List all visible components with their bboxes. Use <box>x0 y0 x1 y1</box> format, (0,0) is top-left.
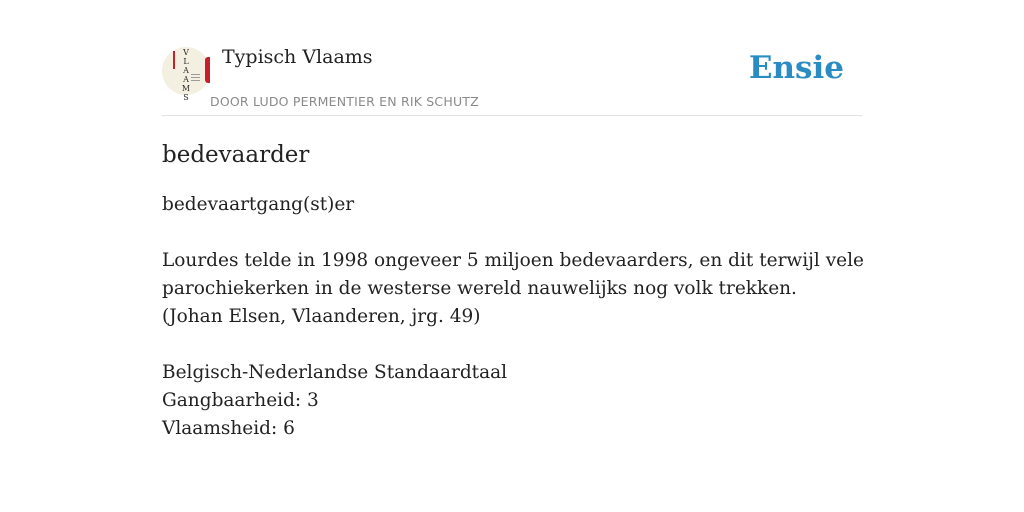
spacer <box>162 219 862 247</box>
entry-example-line: parochiekerken in de westerse wereld nauwelijks nog volk trekken. <box>162 278 797 299</box>
spacer <box>162 331 862 359</box>
header <box>162 44 862 116</box>
entry-synonym: bedevaartgang(st)er <box>162 194 355 215</box>
logo-lettering: V L A A M S <box>181 48 191 102</box>
entry-body <box>162 191 862 443</box>
entry-register: Belgisch-Nederlandse Standaardtaal <box>162 362 508 383</box>
brand-logo-link[interactable]: Ensie <box>748 50 844 86</box>
entry-vlaamsheid: Vlaamsheid: 6 <box>162 418 295 439</box>
site-title[interactable]: Typisch Vlaams <box>222 46 373 68</box>
site-logo[interactable] <box>162 47 210 102</box>
logo-red-edge <box>205 57 210 83</box>
logo-text-line <box>191 74 200 75</box>
entry-word: bedevaarder <box>162 142 310 168</box>
entry-example-source: (Johan Elsen, Vlaanderen, jrg. 49) <box>162 306 481 327</box>
logo-text-line <box>191 77 200 78</box>
byline: DOOR LUDO PERMENTIER EN RIK SCHUTZ <box>210 94 479 109</box>
logo-text-line <box>191 80 200 81</box>
entry-gangbaarheid: Gangbaarheid: 3 <box>162 390 319 411</box>
dictionary-entry <box>162 140 862 443</box>
entry-example-line: Lourdes telde in 1998 ongeveer 5 miljoen bedevaarders, en dit terwijl vele <box>162 250 864 271</box>
logo-accent-line <box>173 51 175 69</box>
